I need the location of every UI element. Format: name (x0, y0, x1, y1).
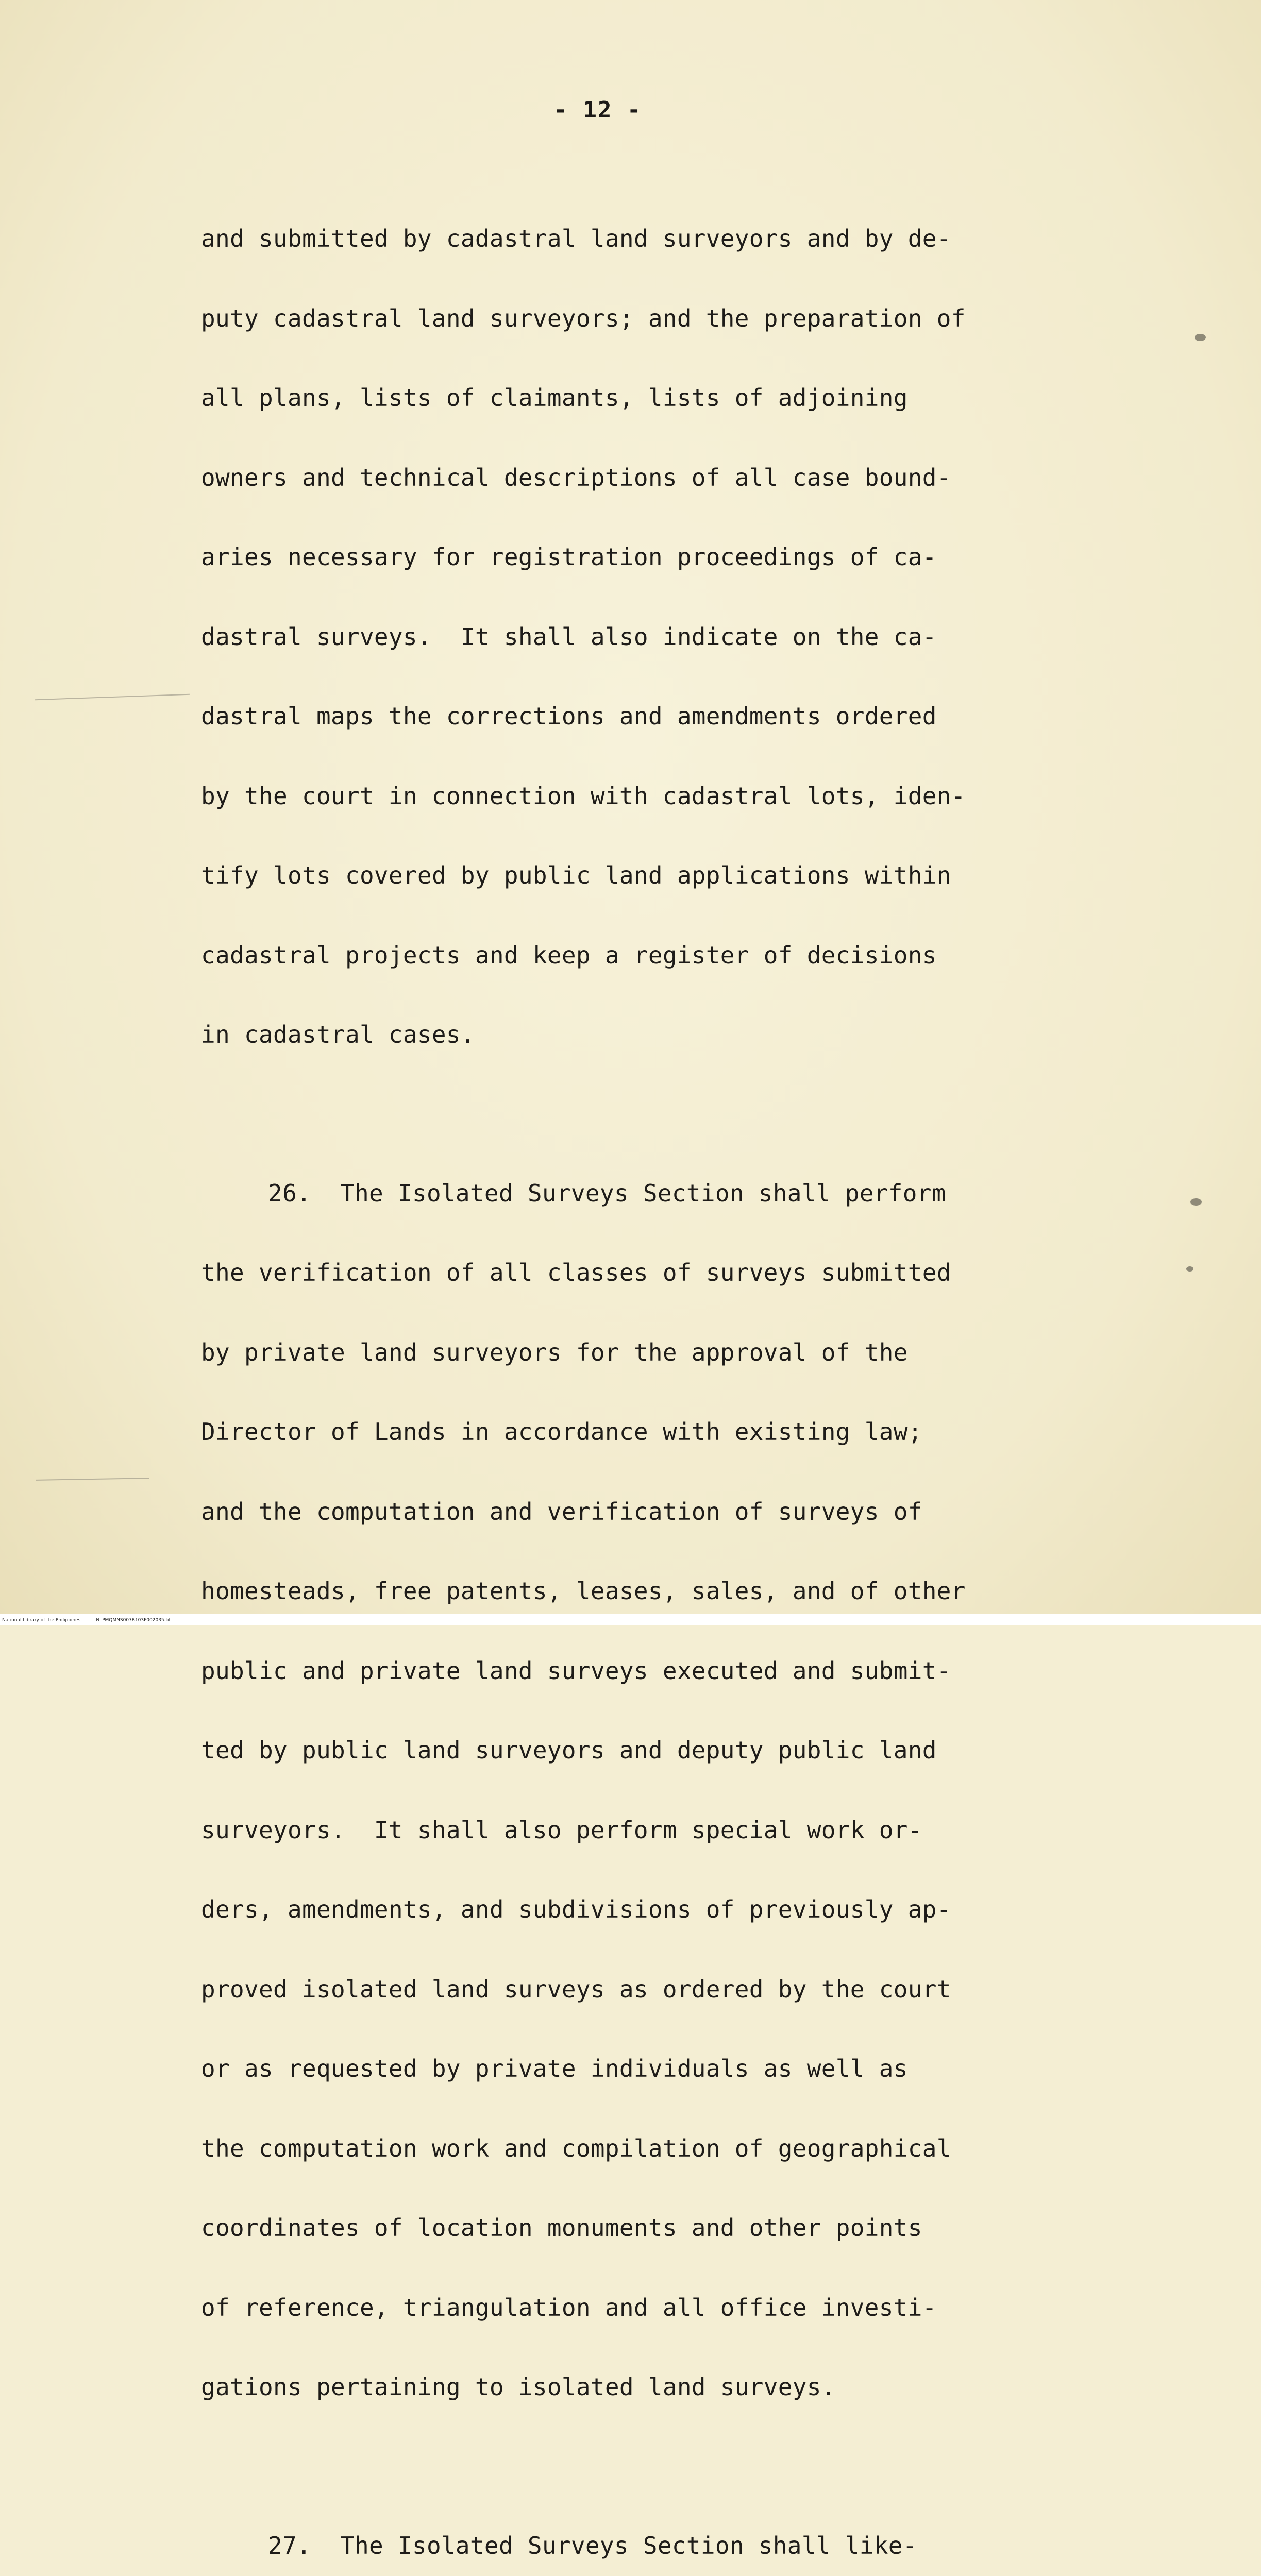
text-line: homesteads, free patents, leases, sales, and of other (201, 1578, 1056, 1605)
text-line: the computation work and compilation of geographical (201, 2136, 1056, 2162)
text-line: coordinates of location monuments and other points (201, 2215, 1056, 2242)
text-line: public and private land surveys executed and submit- (201, 1658, 1056, 1685)
text-line: 27. The Isolated Surveys Section shall like- (201, 2533, 1056, 2560)
footer-file-id: NLPMQMNS007B103F002035.tif (96, 1618, 170, 1623)
paragraph-26 (201, 1127, 1056, 2454)
text-line: ders, amendments, and subdivisions of previously ap- (201, 1896, 1056, 1923)
paragraph-27 (201, 2480, 1056, 2576)
text-line: ted by public land surveyors and deputy public land (201, 1737, 1056, 1764)
text-line: surveyors. It shall also perform special work or- (201, 1817, 1056, 1844)
text-line: and submitted by cadastral land surveyors and by de- (201, 226, 1056, 252)
text-line: cadastral projects and keep a register of decisions (201, 942, 1056, 969)
binder-hole-mark (1190, 1198, 1202, 1206)
text-line: owners and technical descriptions of all case bound- (201, 465, 1056, 492)
text-line: in cadastral cases. (201, 1022, 1056, 1048)
stray-margin-mark (36, 1478, 149, 1481)
scan-footer (0, 1614, 1261, 1625)
stray-margin-mark (35, 694, 190, 700)
text-line: by private land surveyors for the approval of the (201, 1340, 1056, 1366)
text-line: Director of Lands in accordance with existing law; (201, 1419, 1056, 1446)
text-line: and the computation and verification of surveys of (201, 1499, 1056, 1526)
text-line: of reference, triangulation and all office investi- (201, 2295, 1056, 2321)
footer-institution: National Library of the Philippines (2, 1618, 80, 1623)
text-line: puty cadastral land surveyors; and the preparation of (201, 306, 1056, 332)
binder-hole-mark (1195, 334, 1206, 341)
text-line: dastral maps the corrections and amendments ordered (201, 703, 1056, 730)
text-line: proved isolated land surveys as ordered by the court (201, 1976, 1056, 2003)
text-line: gations pertaining to isolated land surveys. (201, 2374, 1056, 2401)
text-line: tify lots covered by public land applications within (201, 862, 1056, 889)
text-line: by the court in connection with cadastral lots, iden- (201, 783, 1056, 810)
text-line: all plans, lists of claimants, lists of adjoining (201, 385, 1056, 412)
body-text (201, 173, 1056, 2576)
text-line: aries necessary for registration proceedings of ca- (201, 544, 1056, 571)
text-line: dastral surveys. It shall also indicate on the ca- (201, 624, 1056, 651)
paragraph-25-continuation (201, 173, 1056, 1101)
text-line: 26. The Isolated Surveys Section shall perform (201, 1180, 1056, 1207)
text-line: the verification of all classes of surveys submitted (201, 1260, 1056, 1286)
page-number: - 12 - (546, 97, 649, 123)
binder-hole-mark (1186, 1266, 1193, 1272)
scan-footer-text (2, 1618, 171, 1623)
text-line: or as requested by private individuals as well as (201, 2056, 1056, 2082)
